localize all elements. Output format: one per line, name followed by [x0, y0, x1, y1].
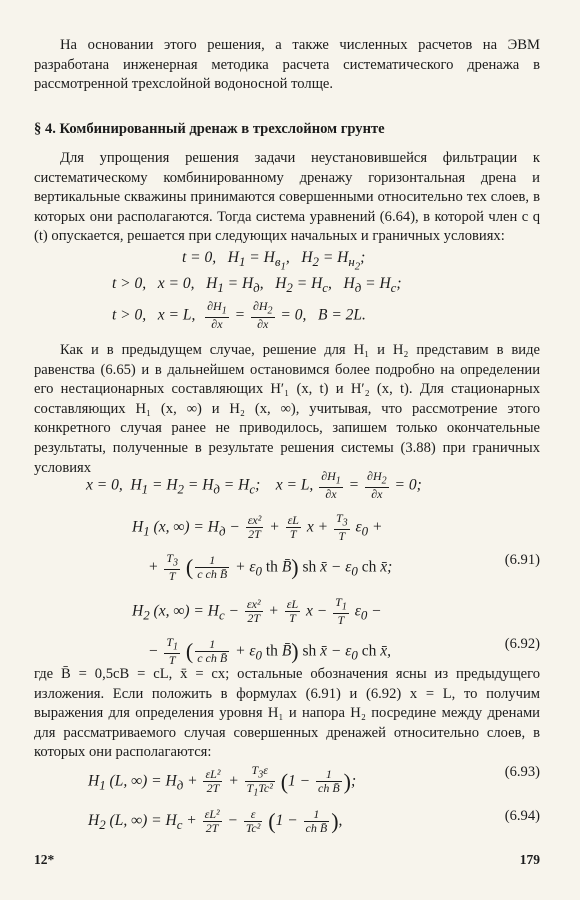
equation-number-6-94: (6.94) — [504, 808, 540, 824]
equation-number-6-93: (6.93) — [504, 764, 540, 780]
paragraph-intro: На основании этого решения, а также численных расчетов на ЭВМ разработана инженерная методика расчета систематического дренажа в рассмотренной трехслойной водоносной толще. — [34, 37, 540, 93]
equation-number-6-91: (6.91) — [504, 552, 540, 568]
page-number: 179 — [519, 852, 540, 867]
paragraph-midpoint: где B̄ = 0,5cB = cL, x̄ = cx; остальные обозначения ясны из предыдущего изложения. Если положить в формулах (6.91) и (6.92) x = L, то получим выражения для определения уровня H₁ и напора H₂ посредине между дренами для рассматриваемого случая совершенных дренажей относительно слоев, в которых они располагаются: — [34, 666, 540, 761]
section-heading: § 4. Комбинированный дренаж в трехслойном грунте — [34, 121, 385, 137]
equation-number-6-92: (6.92) — [504, 636, 540, 652]
paragraph-problem: Для упрощения решения задачи неустановившейся фильтрации к систематическому комбинированному дренажу горизонтальная дрена и вертикальные скважины принимаются совершенными относительно тех слоев, в которых они располагаются. Тогда система уравнений (6.64), в которой член с q (t) опускается, решается при следующих начальных и граничных условиях: — [34, 150, 540, 245]
paragraph-stationary: Как и в предыдущем случае, решение для H₁ и H₂ представим в виде равенства (6.65) и в дальнейшем остановимся более подробно на определении его нестационарных составляющих H′₁ (x, t) и H′₂ (x, t). Для стационарных составляющих H₁ (x, ∞) и H₂ (x, ∞), учитывая, что рассмотрение этого конкретного случая ранее не приводилось, запишем только окончательные результаты, полученные в результате решения системы (3.88) при граничных условиях — [34, 342, 540, 476]
signature-mark: 12* — [34, 852, 55, 867]
book-page: На основании этого решения, а также численных расчетов на ЭВМ разработана инженерная методика расчета систематического дренажа в рассмотренной трехслойной водоносной толще. § 4. Комбинированный дренаж в трехслойном грунте Для упрощения решения задачи неустановившейся фильтрации к систематическому комбинированному дренажу горизонтальная дрена и вертикальные скважины принимаются совершенными относительно тех слоев, в которых они располагаются. Тогда система уравнений (6.64), в которой член с q (t) опускается, решается при следующих начальных и граничных условиях: t = 0, $H_1 = H_{в_1}$, $H_2 = H_{н_2}$; t > 0, x = 0, $H_1 = H_д$, $H_2 = H_c$, $H_д = H_c$; t > 0, x = L, $\frac{\partial H_1}{\partial x}$ = $\frac{\partial H_2}{\partial x}$ = 0, B = 2L. Как и в предыдущем случае, решение для H₁ и H₂ представим в виде равенства (6.65) и в дальнейшем остановимся более подробно на определении его нестационарных составляющих H′₁ (x, t) и H′₂ (x, t). Для стационарных составляющих H₁ (x, ∞) и H₂ (x, ∞), учитывая, что рассмотрение этого конкретного случая ранее не приводилось, запишем только окончательные результаты, полученные в результате решения системы (3.88) при граничных условиях x = 0, $H_1 = H_2 = H_д = H_c$; x = L, $\frac{\partial H_1}{\partial x}$ = $\frac{\partial H_2}{\partial x}$ = 0; $H_1$ (x, ∞) = $H_д$ − $\frac{\text{εx²}}{2T}$ + $\frac{\varepsilon L}{T}$ x + $\frac{T_3}{T}$ $\varepsilon_0$ + + $\frac{T_3}{T}$ ( $\frac{1}{\text{c ch B̄}}$ + $\varepsilon_0$ th B̄) sh x̄ − $\varepsilon_0$ ch x̄; (6.91) $H_2$ (x, ∞) = $H_c$ − $\frac{\text{εx²}}{2T}$ + $\frac{\varepsilon L}{T}$ x − $\frac{T_1}{T}$ $\varepsilon_0$ − − $\frac{T_1}{T}$ ( $\frac{1}{\text{c ch B̄}}$ + $\varepsilon_0$ th B̄) sh x̄ − $\varepsilon_0$ ch x̄, (6.92) где B̄ = 0,5cB = cL, x̄ = cx; остальные обозначения ясны из предыдущего изложения. Если положить в формулах (6.91) и (6.92) x = L, то получим выражения для определения уровня H₁ и напора H₂ посредине между дренами для рассматриваемого случая совершенных дренажей относительно слоев, в которых они располагаются: $H_1$ (L, ∞) = $H_д$ + $\frac{\text{εL²}}{2T}$ + $\frac{T_3\varepsilon}{T_1Tc^2}$ (1 − $\frac{1}{\text{ch B̄}}$ ); (6.93) $H_2$ (L, ∞) = $H_c$ + $\frac{\text{εL²}}{2T}$ − $\frac{\varepsilon}{\text{Tc²}}$ (1 − $\frac{1}{\text{ch B̄}}$ ), (6.94) 12* 179 — [34, 37, 540, 867]
